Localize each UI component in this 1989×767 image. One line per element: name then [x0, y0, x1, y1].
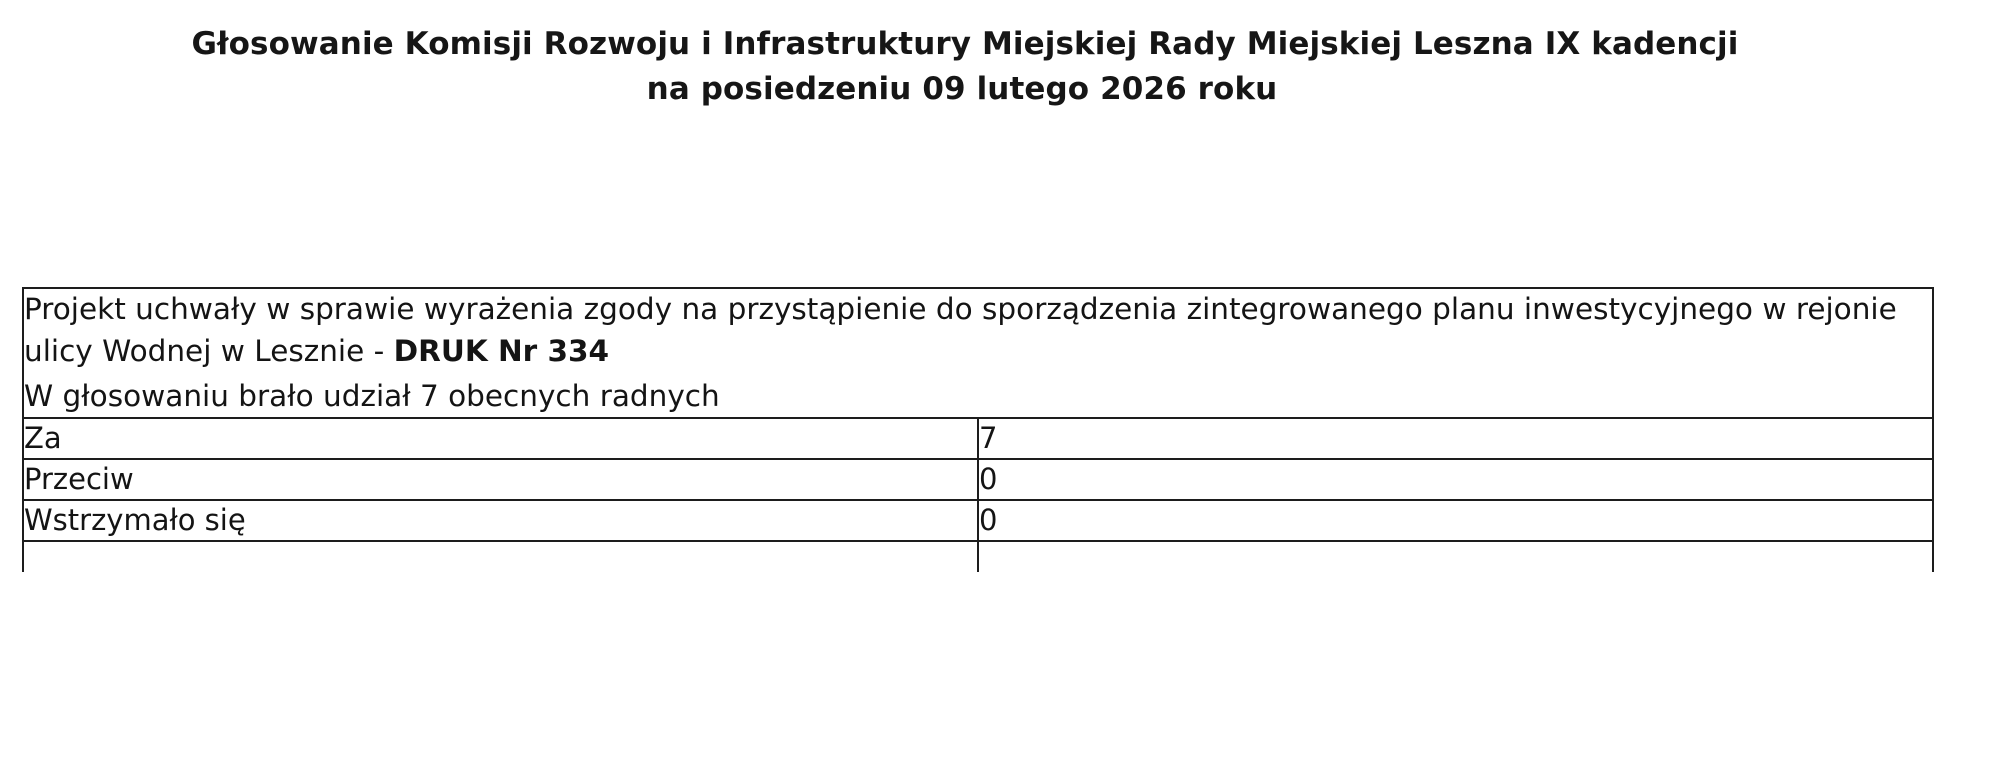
page-title [0, 22, 1920, 112]
page-title-line-2: na posiedzeniu 09 lutego 2026 roku [646, 70, 1278, 107]
question-cell [23, 288, 1933, 418]
row-label-cut-off [23, 541, 978, 572]
row-value-przeciw: 0 [978, 459, 1933, 500]
row-label-przeciw: Przeciw [23, 459, 978, 500]
row-value-cut-off [978, 541, 1933, 572]
row-value-wstrzymalo-sie: 0 [978, 500, 1933, 541]
table-row-cut-off [23, 541, 1933, 572]
page-title-line-1: Głosowanie Komisji Rozwoju i Infrastruktury Miejskiej Rady Miejskiej Leszna IX kadencji [191, 26, 1739, 62]
question-text [24, 289, 1932, 373]
question-druk-number: DRUK Nr 334 [393, 333, 610, 368]
table-row [23, 500, 1933, 541]
row-label-wstrzymalo-sie: Wstrzymało się [23, 500, 978, 541]
question-body: Projekt uchwały w sprawie wyrażenia zgody na przystąpienie do sporządzenia zintegrowanego planu inwestycyjnego w rejonie ulicy Wodnej w Lesznie - [24, 292, 1897, 368]
row-label-za: Za [23, 418, 978, 459]
attendance-text: W głosowaniu brało udział 7 obecnych radnych [24, 378, 720, 413]
table-row [23, 459, 1933, 500]
row-value-za: 7 [978, 418, 1933, 459]
table-row-question [23, 288, 1933, 418]
voting-results-table [22, 287, 1934, 572]
table-row [23, 418, 1933, 459]
